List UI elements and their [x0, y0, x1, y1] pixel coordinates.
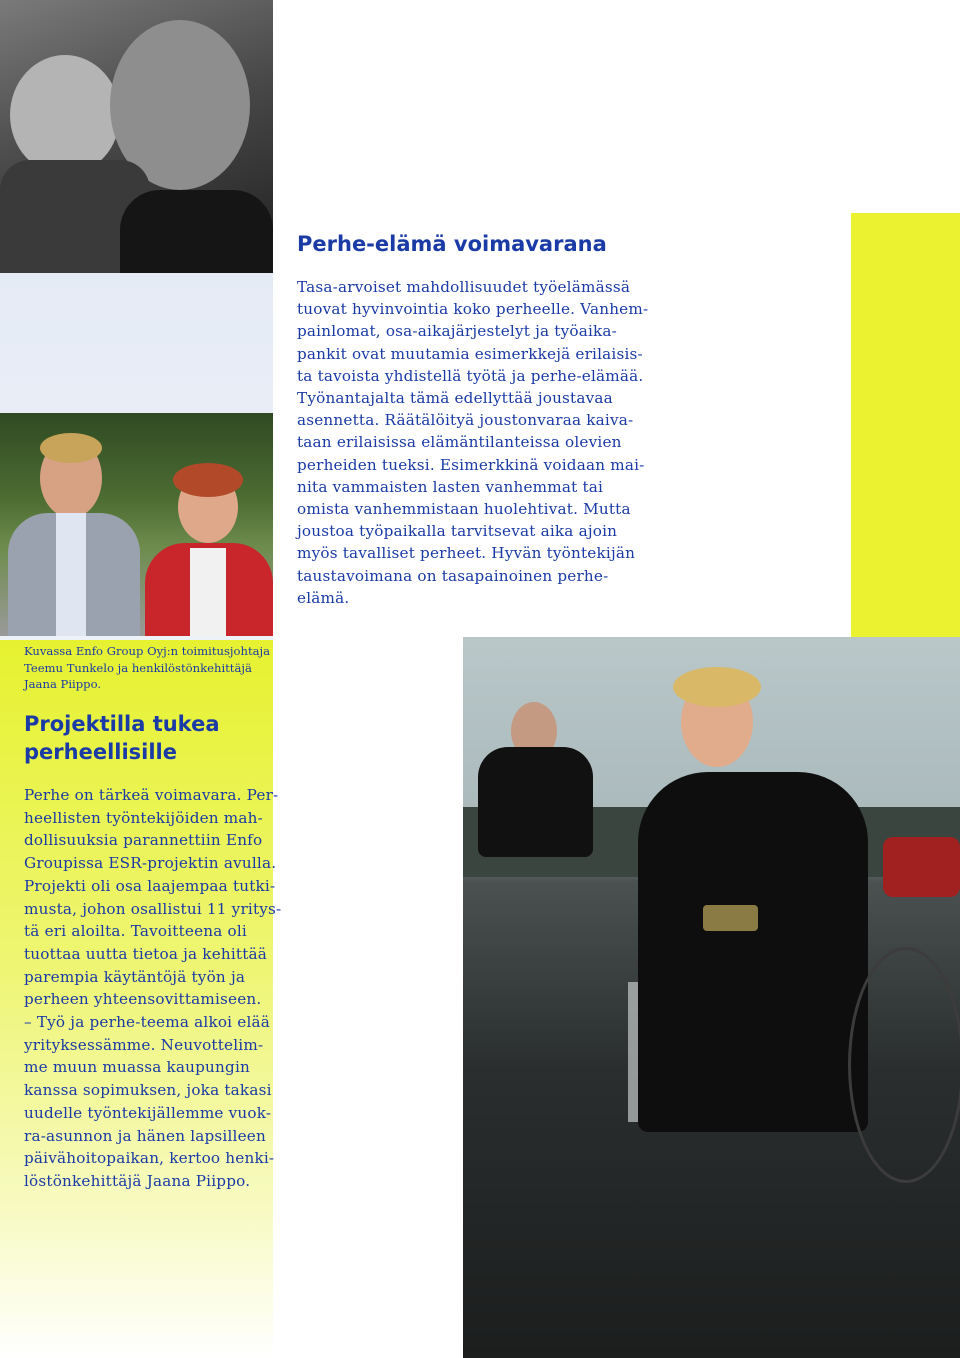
side-line: päivähoitopaikan, kertoo henki-	[24, 1149, 275, 1168]
side-line: parempia käytäntöjä työn ja	[24, 967, 246, 986]
couple-photo	[0, 413, 273, 636]
article-line: perheiden tueksi. Esimerkkinä voidaan mai-	[297, 455, 645, 474]
man-shirt	[56, 513, 86, 636]
woman-top	[190, 548, 226, 636]
side-line: ra-asunnon ja hänen lapsilleen	[24, 1126, 266, 1145]
coiled-cable	[848, 947, 960, 1183]
article-line: Työnantajalta tämä edellyttää joustavaa	[297, 389, 613, 408]
side-title-line: perheellisille	[24, 740, 177, 764]
article-body	[297, 276, 648, 609]
woman-body	[638, 772, 868, 1132]
side-line: Projekti oli osa laajempaa tutki-	[24, 876, 276, 895]
article-line: joustoa työpaikalla tarvitsevat aika ajoin	[297, 522, 618, 541]
side-line: löstönkehittäjä Jaana Piippo.	[24, 1171, 251, 1190]
side-line: tuottaa uutta tietoa ja kehittää	[24, 944, 268, 963]
article-line: nita vammaisten lasten vanhemmat tai	[297, 477, 604, 496]
side-line: uudelle työntekijällemme vuok-	[24, 1103, 272, 1122]
man-hair	[40, 433, 102, 463]
right-yellow-block	[851, 213, 960, 638]
article-title: Perhe-elämä voimavarana	[297, 232, 607, 256]
caption-line: Teemu Tunkelo ja henkilöstönkehittäjä	[24, 660, 252, 675]
roof-workers-photo	[463, 637, 960, 1358]
side-line: Perhe on tärkeä voimavara. Per-	[24, 786, 279, 804]
side-line: kanssa sopimuksen, joka takasi	[24, 1081, 272, 1100]
side-article-title	[24, 710, 264, 766]
article-line: painlomat, osa-aikajärjestelyt ja työaika-	[297, 322, 618, 341]
article-line: myös tavalliset perheet. Hyvän työntekijän	[297, 544, 636, 563]
red-machine	[883, 837, 960, 897]
side-line: perheen yhteensovittamiseen.	[24, 990, 262, 1009]
woman-hair	[173, 463, 243, 497]
father-shirt	[120, 190, 273, 273]
side-line: musta, johon osallistui 11 yritys-	[24, 899, 282, 918]
caption-line: Kuvassa Enfo Group Oyj:n toimitusjohtaja	[24, 644, 271, 658]
side-line: me muun muassa kaupungin	[24, 1058, 250, 1077]
side-line: heellisten työntekijöiden mah-	[24, 808, 263, 827]
article-line: taustavoimana on tasapainoinen perhe-	[297, 566, 609, 585]
article-line: asennetta. Räätälöityä joustonvaraa kaiva-	[297, 411, 634, 430]
side-line: yrityksessämme. Neuvottelim-	[24, 1035, 264, 1054]
side-article-body	[24, 784, 281, 1193]
article-line: ta tavoista yhdistellä työtä ja perhe-elämää.	[297, 366, 644, 385]
caption-line: Jaana Piippo.	[24, 677, 102, 691]
article-line: omista vanhemmistaan huolehtivat. Mutta	[297, 500, 631, 519]
article-line: taan erilaisissa elämäntilanteissa olevien	[297, 433, 622, 452]
side-line: – Työ ja perhe-teema alkoi elää	[24, 1013, 271, 1032]
side-title-line: Projektilla tukea	[24, 712, 220, 736]
child-head	[10, 55, 120, 175]
article-line: tuovat hyvinvointia koko perheelle. Vanhem-	[297, 300, 649, 319]
side-line: Groupissa ESR-projektin avulla.	[24, 854, 277, 873]
father-child-photo	[0, 0, 273, 273]
photo-caption	[24, 643, 271, 693]
side-line: dollisuuksia parannettiin Enfo	[24, 831, 263, 850]
woman-hair	[673, 667, 761, 707]
article-line: Tasa-arvoiset mahdollisuudet työelämässä	[297, 278, 631, 296]
belt-buckle	[703, 905, 758, 931]
side-line: tä eri aloilta. Tavoitteena oli	[24, 922, 247, 941]
man-body	[478, 747, 593, 857]
article-line: elämä.	[297, 588, 350, 607]
article-line: pankit ovat muutamia esimerkkejä erilaisis-	[297, 344, 643, 363]
